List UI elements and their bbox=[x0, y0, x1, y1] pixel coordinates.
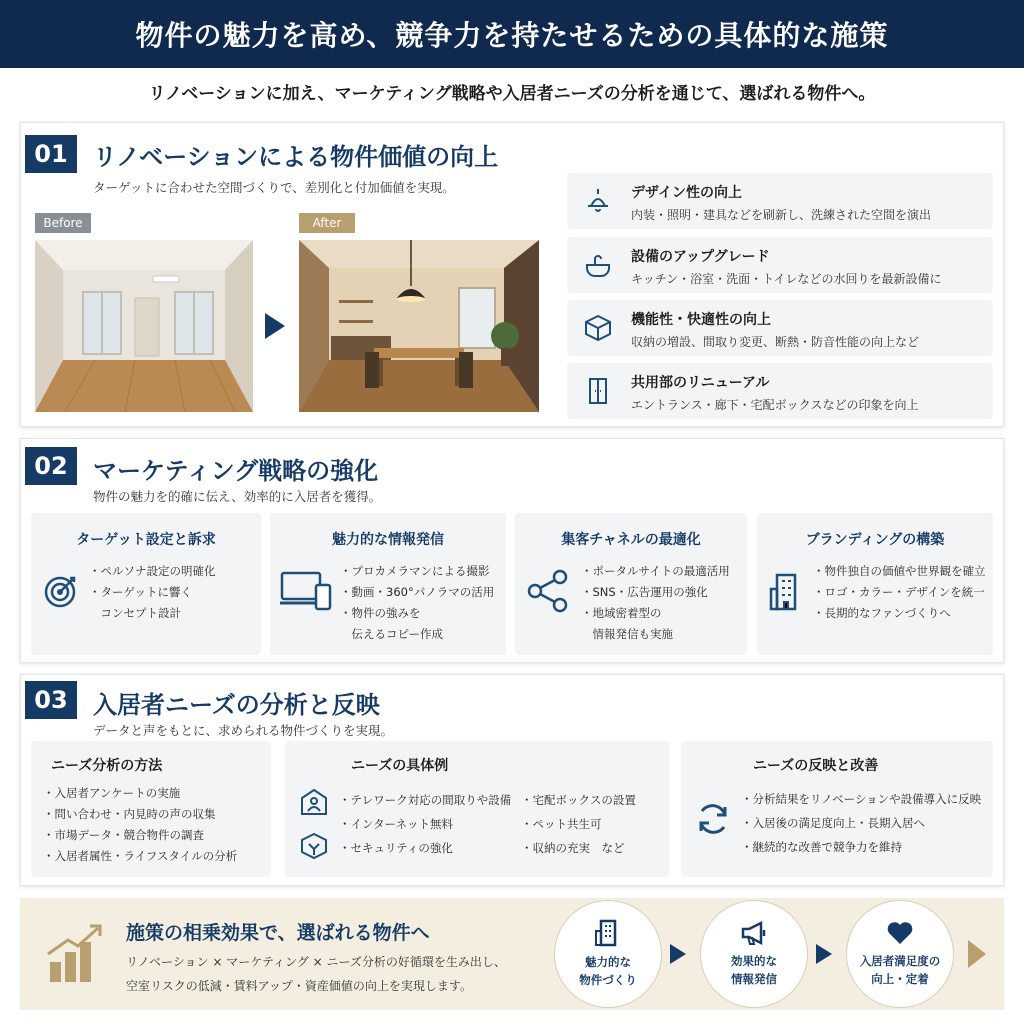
marketing-item-title: ターゲット設定と訴求 bbox=[76, 532, 216, 548]
page-subtitle: リノベーションに加え、マーケティング戦略や入居者ニーズの分析を通じて、選ばれる物件へ。 bbox=[148, 84, 876, 104]
step-label: 物件づくり bbox=[579, 973, 637, 987]
needs-box-title: ニーズの具体例 bbox=[351, 758, 449, 774]
before-label: Before bbox=[35, 213, 91, 233]
megaphone-icon bbox=[740, 920, 768, 946]
step-label: 魅力的な bbox=[585, 955, 631, 969]
needs-line: ・継続的な改善で競争力を維持 bbox=[741, 840, 902, 854]
step-label: 入居者満足度の bbox=[859, 954, 941, 968]
marketing-line: 伝えるコピー作成 bbox=[340, 627, 444, 641]
needs-line: ・問い合わせ・内見時の声の収集 bbox=[43, 807, 216, 821]
section-number: 02 bbox=[25, 447, 77, 485]
marketing-channel bbox=[515, 513, 747, 655]
marketing-line: コンセプト設計 bbox=[89, 606, 181, 620]
after-photo bbox=[299, 240, 539, 412]
feature-design bbox=[567, 173, 993, 229]
needs-line: ・入居者アンケートの実施 bbox=[43, 786, 181, 800]
box-icon bbox=[583, 313, 613, 343]
remote-work-icon bbox=[299, 787, 329, 817]
lamp-icon bbox=[583, 186, 613, 216]
marketing-line: ・プロカメラマンによる撮影 bbox=[340, 564, 490, 578]
door-icon bbox=[583, 376, 613, 406]
step-property bbox=[554, 900, 662, 1008]
section-number: 01 bbox=[25, 135, 77, 173]
feature-desc: キッチン・浴室・洗面・トイレなどの水回りを最新設備に bbox=[631, 272, 942, 286]
summary-title: 施策の相乗効果で、選ばれる物件へ bbox=[126, 922, 430, 944]
marketing-item-title: 集客チャネルの最適化 bbox=[561, 532, 701, 548]
marketing-target bbox=[31, 513, 261, 655]
section-description: ターゲットに合わせた空間づくりで、差別化と付加価値を実現。 bbox=[93, 180, 455, 195]
marketing-item-title: ブランディングの構築 bbox=[805, 532, 945, 548]
marketing-line: ・物件独自の価値や世界観を確立 bbox=[813, 564, 986, 578]
marketing-line: ・地域密着型の bbox=[581, 606, 662, 620]
needs-line: ・市場データ・競合物件の調査 bbox=[43, 828, 204, 842]
arrow-right-icon bbox=[816, 944, 832, 964]
needs-line: ・ペット共生可 bbox=[521, 817, 602, 831]
feature-desc: エントランス・廊下・宅配ボックスなどの印象を向上 bbox=[631, 398, 919, 412]
step-satisfaction bbox=[846, 900, 954, 1008]
feature-title: 機能性・快適性の向上 bbox=[631, 312, 771, 328]
summary-line: 空室リスクの低減・賃料アップ・資産価値の向上を実現します。 bbox=[126, 979, 472, 993]
step-label: 向上・定着 bbox=[871, 972, 929, 986]
security-box-icon bbox=[299, 831, 329, 861]
section-description: 物件の魅力を的確に伝え、効率的に入居者を獲得。 bbox=[93, 489, 382, 504]
sink-icon bbox=[583, 250, 613, 280]
needs-box-title: ニーズの反映と改善 bbox=[753, 758, 879, 774]
section-title: リノベーションによる物件価値の向上 bbox=[93, 143, 499, 171]
feature-equipment bbox=[567, 237, 993, 293]
section-title: マーケティング戦略の強化 bbox=[93, 457, 379, 485]
needs-line: ・セキュリティの強化 bbox=[339, 841, 453, 855]
needs-reflect bbox=[681, 741, 993, 877]
marketing-branding bbox=[757, 513, 993, 655]
feature-title: 共用部のリニューアル bbox=[631, 375, 770, 391]
section-title: 入居者ニーズの分析と反映 bbox=[93, 691, 380, 719]
feature-title: 設備のアップグレード bbox=[631, 249, 770, 265]
arrow-right-icon bbox=[670, 944, 686, 964]
needs-line: ・入居後の満足度向上・長期入居へ bbox=[741, 816, 925, 830]
section-renovation bbox=[20, 122, 1004, 427]
before-photo bbox=[35, 240, 253, 412]
needs-line: ・入居者属性・ライフスタイルの分析 bbox=[43, 849, 238, 863]
arrow-right-icon bbox=[265, 313, 285, 339]
needs-method bbox=[31, 741, 271, 877]
marketing-line: ・ペルソナ設定の明確化 bbox=[89, 564, 216, 578]
growth-chart-icon bbox=[46, 922, 104, 984]
arrow-right-icon bbox=[968, 940, 986, 968]
building-icon bbox=[769, 571, 803, 611]
feature-function bbox=[567, 300, 993, 356]
devices-icon bbox=[280, 569, 332, 613]
after-label: After bbox=[299, 213, 355, 233]
section-marketing bbox=[20, 438, 1004, 663]
page-title: 物件の魅力を高め、競争力を持たせるための具体的な施策 bbox=[0, 0, 1024, 68]
marketing-line: ・ロゴ・カラー・デザインを統一 bbox=[813, 585, 985, 599]
feature-common-area bbox=[567, 363, 993, 419]
section-number: 03 bbox=[25, 681, 77, 719]
summary-line: リノベーション × マーケティング × ニーズ分析の好循環を生み出し、 bbox=[126, 955, 506, 969]
feature-title: デザイン性の向上 bbox=[631, 185, 743, 201]
building-icon bbox=[595, 919, 621, 947]
step-label: 効果的な bbox=[731, 954, 777, 968]
target-icon bbox=[43, 573, 79, 609]
marketing-line: ・物件の強みを bbox=[340, 606, 421, 620]
needs-examples bbox=[285, 741, 669, 877]
share-icon bbox=[527, 569, 569, 613]
marketing-line: ・ポータルサイトの最適活用 bbox=[581, 564, 730, 578]
feature-desc: 収納の増設、間取り変更、断熱・防音性能の向上など bbox=[631, 335, 920, 349]
step-promotion bbox=[700, 900, 808, 1008]
marketing-line: ・動画・360°パノラマの活用 bbox=[340, 585, 495, 599]
needs-line: ・インターネット無料 bbox=[339, 817, 453, 831]
marketing-line: 情報発信も実施 bbox=[581, 627, 673, 641]
step-label: 情報発信 bbox=[731, 972, 777, 986]
needs-line: ・収納の充実 など bbox=[521, 841, 625, 855]
feature-desc: 内装・照明・建具などを刷新し、洗練された空間を演出 bbox=[631, 208, 932, 222]
section-description: データと声をもとに、求められる物件づくりを実現。 bbox=[93, 723, 394, 738]
section-needs bbox=[20, 674, 1004, 886]
needs-line: ・宅配ボックスの設置 bbox=[521, 793, 636, 807]
refresh-icon bbox=[695, 801, 731, 837]
marketing-item-title: 魅力的な情報発信 bbox=[332, 532, 444, 548]
needs-box-title: ニーズ分析の方法 bbox=[51, 758, 163, 774]
marketing-line: ・ターゲットに響く bbox=[89, 585, 193, 599]
needs-line: ・テレワーク対応の間取りや設備 bbox=[339, 793, 512, 807]
summary-panel bbox=[20, 898, 1004, 1010]
heart-icon bbox=[886, 920, 914, 946]
marketing-content bbox=[270, 513, 506, 655]
marketing-line: ・長期的なファンづくりへ bbox=[813, 606, 951, 620]
needs-line: ・分析結果をリノベーションや設備導入に反映 bbox=[741, 792, 982, 806]
marketing-line: ・SNS・広告運用の強化 bbox=[581, 585, 708, 599]
